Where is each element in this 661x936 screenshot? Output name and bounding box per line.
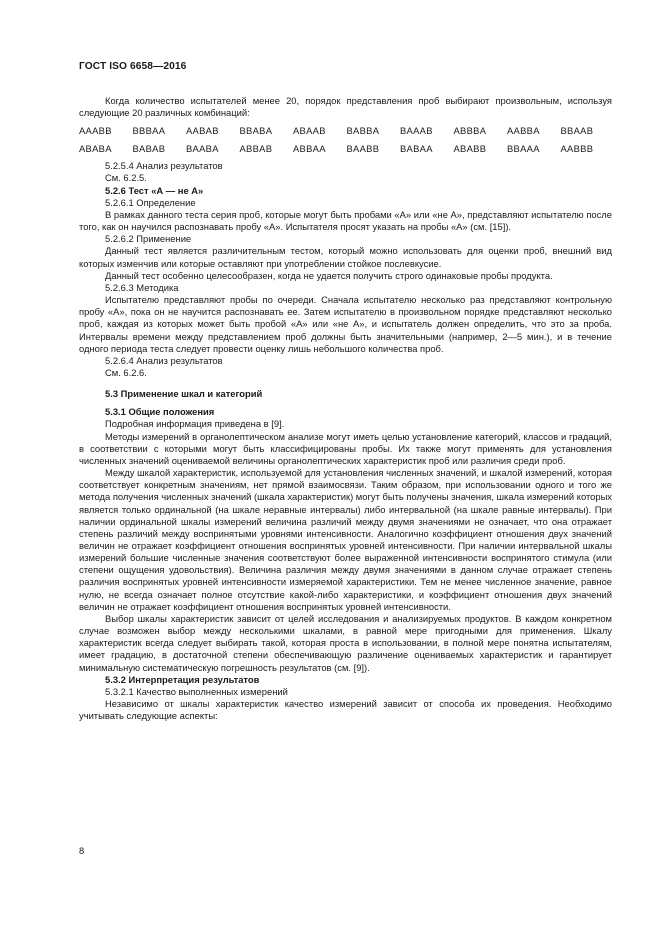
combination-cell: BABAB	[132, 143, 166, 155]
section-5-3-2-1-text: Независимо от шкалы характеристик качество измерений зависит от способа их проведения. Необходимо учитывать следующие аспекты:	[79, 698, 612, 722]
combination-cell: BAABB	[346, 143, 380, 155]
combination-cell: BABBA	[346, 125, 380, 137]
combination-cell: AABBA	[507, 125, 540, 137]
combinations-row-2	[79, 140, 612, 158]
section-5-2-6-3-heading: 5.2.6.3 Методика	[105, 281, 179, 293]
section-5-2-6-4-ref: См. 6.2.6.	[105, 366, 147, 378]
section-5-2-6-2-heading: 5.2.6.2 Применение	[105, 233, 192, 245]
section-5-2-6-2-text-1: Данный тест является различительным тестом, который можно использовать для оценки проб, внешний вид которых изменчив или которые оставляют при употреблении стойкое послевкусие.	[79, 245, 612, 269]
combinations-row-1	[79, 122, 612, 140]
combinations-table	[79, 122, 612, 158]
section-5-3-1-paragraph-3: Выбор шкалы характеристик зависит от целей исследования и анализируемых продуктов. В каждом конкретном случае возможен выбор между несколькими шкалами, в равной мере пригодными для применения. Шкалу характеристик всегда следует выбирать такой, которая проста в использовании, в полной мере понятна испытателям, имеет градацию, в достаточной степени обеспечивающую различение оцениваемых характеристик и гарантирует минимальную систематическую погрешность результатов (см. [9]).	[79, 612, 612, 673]
section-5-2-6-2-text-2: Данный тест особенно целесообразен, когда не удается получить строго одинаковые пробы продукта.	[105, 269, 553, 281]
section-5-2-5-4-heading: 5.2.5.4 Анализ результатов	[105, 160, 223, 172]
combination-cell: BBAAA	[507, 143, 540, 155]
combination-cell: AAABB	[79, 125, 112, 137]
combination-cell: ABAAB	[293, 125, 326, 137]
section-5-2-5-4-ref: См. 6.2.5.	[105, 172, 147, 184]
section-5-3-1-paragraph-1: Методы измерений в органолептическом анализе могут иметь целью установление категорий, классов и градаций, в соответствии с которыми могут быть классифицированы пробы. Их также могут применять для установления численных значений оцениваемой величины органолептических характеристик проб или различия среди проб.	[79, 430, 612, 466]
section-5-3-1-paragraph-2: Между шкалой характеристик, используемой для установления численных значений, и шкалой измерений, которая соответствует конкретным значениям, нет прямой взаимосвязи. Таким образом, при использовании одного и того же метода получения численных значений (шкала характеристик) могут быть получены значения, шкала измерений которых является только ординальной (на шкале неравные интервалы) либо интервальной (на шкале равные интервалы). При наличии ординальной шкалы измерений величина различий между двумя значениями не означает, что она отражает степень различий между воспринятыми уровнями интенсивности. Аналогично коэффициент отношения двух значений величин не отражает коэффициент отношения воспринятых уровней интенсивности. При наличии интервальной шкалы измерений большие численные значения соответствуют более выраженной интенсивности воспринятого стимула (или степени ощущения удовольствия). Величина различия между двумя значениями в данном случае отражает степень различия воспринятых уровней интенсивности измеряемой характеристики. Тем не менее численное значение, равное нулю, не всегда означает полное отсутствие какой-либо характеристики, и коэффициент отношения двух значений величин не отражает коэффициент отношения воспринятых уровней интенсивности.	[79, 467, 612, 612]
section-5-2-6-heading: 5.2.6 Тест «А — не А»	[105, 184, 204, 196]
combination-cell: AABBB	[560, 143, 594, 155]
section-5-3-2-heading: 5.3.2 Интерпретация результатов	[105, 673, 260, 685]
section-5-2-6-1-heading: 5.2.6.1 Определение	[105, 196, 196, 208]
combination-cell: ABABB	[453, 143, 487, 155]
page-number: 8	[79, 845, 85, 856]
section-5-3-1-ref: Подробная информация приведена в [9].	[105, 418, 285, 430]
combination-cell: BAAAB	[400, 125, 433, 137]
combination-cell: ABBAB	[239, 143, 273, 155]
section-5-3-1-heading: 5.3.1 Общие положения	[105, 406, 215, 418]
combination-cell: ABBBA	[453, 125, 487, 137]
combination-cell: AABAB	[186, 125, 219, 137]
combination-cell: ABBAA	[293, 143, 326, 155]
combination-cell: BAABA	[186, 143, 219, 155]
combination-cell: BABAA	[400, 143, 433, 155]
combination-cell: ABABA	[79, 143, 112, 155]
combination-cell: BBBAA	[132, 125, 166, 137]
page-content	[79, 95, 612, 722]
section-5-3-2-1-heading: 5.3.2.1 Качество выполненных измерений	[105, 685, 288, 697]
intro-paragraph: Когда количество испытателей менее 20, порядок представления проб выбирают произвольным, используя следующие 20 различных комбинаций:	[79, 95, 612, 119]
section-5-2-6-3-text: Испытателю представляют пробы по очереди. Сначала испытателю несколько раз представляют контрольную пробу «А», пока он не научится распознавать ее. Затем испытателю в произвольном порядке представляют несколько проб, каждая из которых может быть пробой «А» или «не А», и испытатель должен определить, что это за проба. Интервалы времени между представлением проб должны быть значительными (например, 2—5 мин.), и в течение одного периода теста следует провести оценку лишь небольшого количества проб.	[79, 294, 612, 354]
section-5-3-heading: 5.3 Применение шкал и категорий	[105, 388, 263, 400]
document-header: ГОСТ ISO 6658—2016	[79, 61, 187, 72]
combination-cell: BBABA	[239, 125, 273, 137]
section-5-2-6-1-text: В рамках данного теста серия проб, которые могут быть пробами «А» или «не А», представляют испытателю после того, как он научился распознавать пробу «А». Испытателя просят указать на пробы «А» (см. [15]).	[79, 208, 612, 233]
combination-cell: BBAAB	[560, 125, 594, 137]
section-5-2-6-4-heading: 5.2.6.4 Анализ результатов	[105, 354, 223, 366]
